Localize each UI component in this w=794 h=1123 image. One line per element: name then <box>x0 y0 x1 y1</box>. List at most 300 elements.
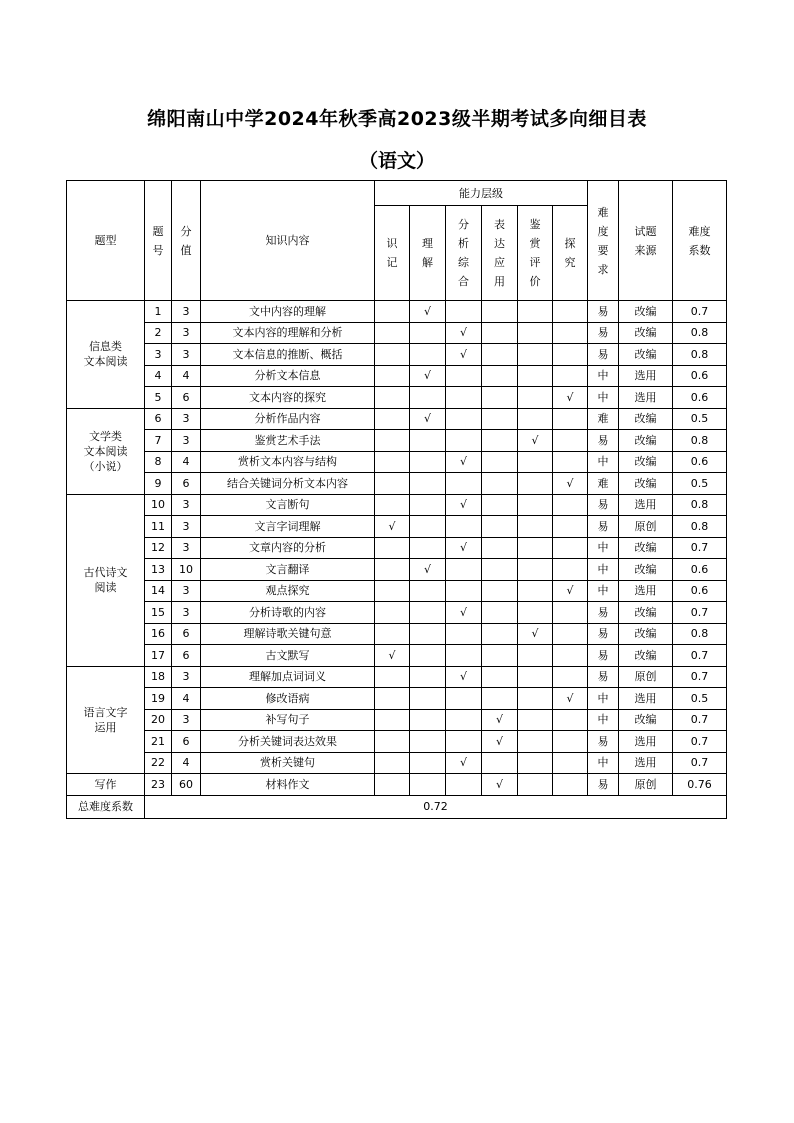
knowledge-content: 理解诗歌关键句意 <box>201 623 375 645</box>
ability-cell <box>375 537 410 559</box>
ability-cell <box>410 537 446 559</box>
ability-cell <box>446 322 482 344</box>
table-row <box>67 494 727 516</box>
ability-cell <box>446 645 482 667</box>
ability-cell <box>518 408 553 430</box>
ability-cell <box>518 709 553 731</box>
question-source: 改编 <box>619 451 673 473</box>
question-number: 16 <box>145 623 172 645</box>
question-source: 选用 <box>619 731 673 753</box>
difficulty-coefficient: 0.8 <box>673 322 727 344</box>
question-number: 22 <box>145 752 172 774</box>
ability-cell <box>410 473 446 495</box>
check-mark: √ <box>388 648 396 662</box>
knowledge-content: 文言断句 <box>201 494 375 516</box>
ability-cell <box>375 623 410 645</box>
table-row <box>67 516 727 538</box>
question-score: 3 <box>172 709 201 731</box>
check-mark: √ <box>459 455 467 469</box>
difficulty-requirement: 中 <box>588 559 619 581</box>
ability-cell <box>410 365 446 387</box>
header-ability-group: 能力层级 <box>375 181 588 206</box>
section-label: 文学类 文本阅读 （小说） <box>67 408 145 494</box>
ability-cell <box>482 365 518 387</box>
difficulty-coefficient: 0.6 <box>673 365 727 387</box>
ability-cell <box>446 752 482 774</box>
ability-cell <box>553 580 588 602</box>
question-source: 改编 <box>619 322 673 344</box>
table-row <box>67 537 727 559</box>
ability-cell <box>375 580 410 602</box>
ability-cell <box>553 731 588 753</box>
header-ability-analyze: 分 析 综 合 <box>446 206 482 301</box>
section-label: 语言文字 运用 <box>67 666 145 774</box>
difficulty-coefficient: 0.8 <box>673 623 727 645</box>
ability-cell <box>482 645 518 667</box>
question-number: 6 <box>145 408 172 430</box>
question-number: 19 <box>145 688 172 710</box>
ability-cell <box>482 580 518 602</box>
ability-cell <box>410 430 446 452</box>
difficulty-requirement: 难 <box>588 473 619 495</box>
difficulty-requirement: 易 <box>588 774 619 796</box>
ability-cell <box>446 301 482 323</box>
check-mark: √ <box>459 498 467 512</box>
header-type: 题型 <box>67 181 145 301</box>
knowledge-content: 文章内容的分析 <box>201 537 375 559</box>
ability-cell <box>553 430 588 452</box>
ability-cell <box>375 645 410 667</box>
specification-table <box>66 180 727 819</box>
ability-cell <box>553 623 588 645</box>
ability-cell <box>518 473 553 495</box>
difficulty-requirement: 易 <box>588 430 619 452</box>
ability-cell <box>482 430 518 452</box>
knowledge-content: 观点探究 <box>201 580 375 602</box>
knowledge-content: 文本信息的推断、概括 <box>201 344 375 366</box>
header-score: 分 值 <box>172 181 201 301</box>
ability-cell <box>553 752 588 774</box>
knowledge-content: 文言字词理解 <box>201 516 375 538</box>
difficulty-requirement: 易 <box>588 623 619 645</box>
knowledge-content: 材料作文 <box>201 774 375 796</box>
ability-cell <box>518 731 553 753</box>
knowledge-content: 结合关键词分析文本内容 <box>201 473 375 495</box>
ability-cell <box>375 516 410 538</box>
question-number: 3 <box>145 344 172 366</box>
question-source: 选用 <box>619 752 673 774</box>
ability-cell <box>553 387 588 409</box>
ability-cell <box>482 301 518 323</box>
knowledge-content: 文言翻译 <box>201 559 375 581</box>
ability-cell <box>482 473 518 495</box>
ability-cell <box>446 602 482 624</box>
check-mark: √ <box>423 562 431 576</box>
ability-cell <box>553 516 588 538</box>
ability-cell <box>446 559 482 581</box>
question-source: 改编 <box>619 537 673 559</box>
ability-cell <box>375 365 410 387</box>
question-score: 3 <box>172 494 201 516</box>
question-score: 4 <box>172 451 201 473</box>
section-label: 写作 <box>67 774 145 796</box>
check-mark: √ <box>388 519 396 533</box>
ability-cell <box>375 494 410 516</box>
ability-cell <box>518 451 553 473</box>
ability-cell <box>518 537 553 559</box>
difficulty-coefficient: 0.8 <box>673 430 727 452</box>
ability-cell <box>518 344 553 366</box>
check-mark: √ <box>495 713 503 727</box>
ability-cell <box>375 322 410 344</box>
table-row <box>67 666 727 688</box>
ability-cell <box>518 752 553 774</box>
check-mark: √ <box>495 734 503 748</box>
ability-cell <box>410 623 446 645</box>
header-coefficient: 难度 系数 <box>673 181 727 301</box>
ability-cell <box>553 408 588 430</box>
knowledge-content: 鉴赏艺术手法 <box>201 430 375 452</box>
question-score: 3 <box>172 322 201 344</box>
ability-cell <box>410 322 446 344</box>
table-row <box>67 301 727 323</box>
table-row <box>67 688 727 710</box>
ability-cell <box>410 688 446 710</box>
table-row <box>67 344 727 366</box>
ability-cell <box>410 731 446 753</box>
check-mark: √ <box>566 390 574 404</box>
ability-cell <box>446 666 482 688</box>
difficulty-requirement: 易 <box>588 602 619 624</box>
question-number: 12 <box>145 537 172 559</box>
question-score: 3 <box>172 301 201 323</box>
table-row <box>67 387 727 409</box>
ability-cell <box>410 387 446 409</box>
ability-cell <box>482 774 518 796</box>
difficulty-requirement: 中 <box>588 451 619 473</box>
ability-cell <box>553 365 588 387</box>
check-mark: √ <box>531 627 539 641</box>
check-mark: √ <box>459 347 467 361</box>
knowledge-content: 分析关键词表达效果 <box>201 731 375 753</box>
ability-cell <box>553 301 588 323</box>
ability-cell <box>553 537 588 559</box>
question-number: 21 <box>145 731 172 753</box>
difficulty-coefficient: 0.7 <box>673 537 727 559</box>
question-source: 改编 <box>619 408 673 430</box>
check-mark: √ <box>495 777 503 791</box>
question-source: 改编 <box>619 559 673 581</box>
question-number: 10 <box>145 494 172 516</box>
question-score: 4 <box>172 752 201 774</box>
header-ability-recall: 识 记 <box>375 206 410 301</box>
difficulty-requirement: 中 <box>588 709 619 731</box>
question-score: 6 <box>172 387 201 409</box>
difficulty-coefficient: 0.6 <box>673 580 727 602</box>
ability-cell <box>518 559 553 581</box>
knowledge-content: 分析作品内容 <box>201 408 375 430</box>
question-number: 23 <box>145 774 172 796</box>
question-number: 8 <box>145 451 172 473</box>
difficulty-coefficient: 0.8 <box>673 344 727 366</box>
question-number: 5 <box>145 387 172 409</box>
ability-cell <box>375 473 410 495</box>
difficulty-coefficient: 0.8 <box>673 516 727 538</box>
difficulty-requirement: 易 <box>588 731 619 753</box>
ability-cell <box>518 645 553 667</box>
table-row <box>67 709 727 731</box>
ability-cell <box>518 322 553 344</box>
question-score: 6 <box>172 473 201 495</box>
question-score: 10 <box>172 559 201 581</box>
ability-cell <box>518 623 553 645</box>
ability-cell <box>375 752 410 774</box>
check-mark: √ <box>566 476 574 490</box>
ability-cell <box>410 559 446 581</box>
question-source: 选用 <box>619 688 673 710</box>
ability-cell <box>446 365 482 387</box>
difficulty-coefficient: 0.7 <box>673 752 727 774</box>
difficulty-requirement: 中 <box>588 688 619 710</box>
check-mark: √ <box>423 369 431 383</box>
header-source: 试题 来源 <box>619 181 673 301</box>
check-mark: √ <box>459 541 467 555</box>
ability-cell <box>518 688 553 710</box>
check-mark: √ <box>566 691 574 705</box>
ability-cell <box>410 774 446 796</box>
check-mark: √ <box>566 584 574 598</box>
ability-cell <box>446 451 482 473</box>
ability-cell <box>518 602 553 624</box>
question-source: 改编 <box>619 645 673 667</box>
check-mark: √ <box>459 756 467 770</box>
ability-cell <box>553 473 588 495</box>
difficulty-coefficient: 0.5 <box>673 473 727 495</box>
ability-cell <box>518 365 553 387</box>
difficulty-requirement: 中 <box>588 387 619 409</box>
question-score: 3 <box>172 666 201 688</box>
knowledge-content: 赏析关键句 <box>201 752 375 774</box>
check-mark: √ <box>531 433 539 447</box>
question-source: 改编 <box>619 709 673 731</box>
ability-cell <box>518 580 553 602</box>
table-row <box>67 451 727 473</box>
ability-cell <box>482 344 518 366</box>
difficulty-requirement: 易 <box>588 516 619 538</box>
ability-cell <box>410 645 446 667</box>
ability-cell <box>553 688 588 710</box>
ability-cell <box>410 752 446 774</box>
ability-cell <box>410 580 446 602</box>
table-row <box>67 559 727 581</box>
ability-cell <box>482 387 518 409</box>
table-row <box>67 752 727 774</box>
ability-cell <box>553 322 588 344</box>
ability-cell <box>518 301 553 323</box>
section-label: 古代诗文 阅读 <box>67 494 145 666</box>
question-number: 18 <box>145 666 172 688</box>
difficulty-coefficient: 0.6 <box>673 387 727 409</box>
question-source: 改编 <box>619 430 673 452</box>
difficulty-coefficient: 0.5 <box>673 408 727 430</box>
table-row <box>67 774 727 796</box>
table-row <box>67 473 727 495</box>
question-source: 改编 <box>619 301 673 323</box>
ability-cell <box>375 602 410 624</box>
difficulty-requirement: 中 <box>588 537 619 559</box>
table-row <box>67 731 727 753</box>
knowledge-content: 分析文本信息 <box>201 365 375 387</box>
ability-cell <box>446 731 482 753</box>
knowledge-content: 古文默写 <box>201 645 375 667</box>
ability-cell <box>410 516 446 538</box>
check-mark: √ <box>459 605 467 619</box>
ability-cell <box>482 752 518 774</box>
ability-cell <box>375 408 410 430</box>
ability-cell <box>410 709 446 731</box>
difficulty-requirement: 易 <box>588 344 619 366</box>
difficulty-coefficient: 0.7 <box>673 602 727 624</box>
summary-label: 总难度系数 <box>67 795 145 818</box>
difficulty-coefficient: 0.5 <box>673 688 727 710</box>
question-number: 9 <box>145 473 172 495</box>
question-number: 1 <box>145 301 172 323</box>
ability-cell <box>553 451 588 473</box>
ability-cell <box>446 344 482 366</box>
ability-cell <box>446 688 482 710</box>
ability-cell <box>446 473 482 495</box>
ability-cell <box>375 688 410 710</box>
summary-row <box>67 795 727 818</box>
header-ability-explore: 探 究 <box>553 206 588 301</box>
ability-cell <box>482 451 518 473</box>
ability-cell <box>410 666 446 688</box>
question-score: 6 <box>172 623 201 645</box>
question-score: 4 <box>172 688 201 710</box>
difficulty-coefficient: 0.6 <box>673 559 727 581</box>
ability-cell <box>482 559 518 581</box>
question-number: 2 <box>145 322 172 344</box>
knowledge-content: 文中内容的理解 <box>201 301 375 323</box>
summary-value: 0.72 <box>145 795 727 818</box>
question-source: 选用 <box>619 494 673 516</box>
ability-cell <box>446 623 482 645</box>
ability-cell <box>518 516 553 538</box>
question-score: 3 <box>172 516 201 538</box>
question-number: 20 <box>145 709 172 731</box>
ability-cell <box>410 344 446 366</box>
ability-cell <box>553 602 588 624</box>
difficulty-coefficient: 0.7 <box>673 709 727 731</box>
header-ability-understand: 理 解 <box>410 206 446 301</box>
header-ability-express: 表 达 应 用 <box>482 206 518 301</box>
knowledge-content: 赏析文本内容与结构 <box>201 451 375 473</box>
knowledge-content: 分析诗歌的内容 <box>201 602 375 624</box>
knowledge-content: 文本内容的理解和分析 <box>201 322 375 344</box>
ability-cell <box>446 580 482 602</box>
question-source: 改编 <box>619 473 673 495</box>
ability-cell <box>482 623 518 645</box>
ability-cell <box>375 344 410 366</box>
difficulty-coefficient: 0.7 <box>673 301 727 323</box>
ability-cell <box>410 494 446 516</box>
ability-cell <box>553 344 588 366</box>
question-number: 15 <box>145 602 172 624</box>
difficulty-requirement: 中 <box>588 752 619 774</box>
question-number: 14 <box>145 580 172 602</box>
table-row <box>67 365 727 387</box>
difficulty-coefficient: 0.76 <box>673 774 727 796</box>
ability-cell <box>518 774 553 796</box>
ability-cell <box>446 774 482 796</box>
difficulty-coefficient: 0.7 <box>673 666 727 688</box>
ability-cell <box>482 688 518 710</box>
ability-cell <box>518 430 553 452</box>
question-source: 选用 <box>619 365 673 387</box>
ability-cell <box>553 494 588 516</box>
question-score: 3 <box>172 580 201 602</box>
table-row <box>67 623 727 645</box>
question-source: 原创 <box>619 666 673 688</box>
ability-cell <box>375 301 410 323</box>
difficulty-coefficient: 0.8 <box>673 494 727 516</box>
check-mark: √ <box>423 412 431 426</box>
ability-cell <box>375 666 410 688</box>
ability-cell <box>446 387 482 409</box>
knowledge-content: 修改语病 <box>201 688 375 710</box>
difficulty-coefficient: 0.7 <box>673 645 727 667</box>
ability-cell <box>375 451 410 473</box>
ability-cell <box>518 666 553 688</box>
check-mark: √ <box>423 304 431 318</box>
section-label: 信息类 文本阅读 <box>67 301 145 409</box>
question-source: 选用 <box>619 580 673 602</box>
table-row <box>67 645 727 667</box>
question-source: 选用 <box>619 387 673 409</box>
difficulty-requirement: 中 <box>588 365 619 387</box>
ability-cell <box>446 408 482 430</box>
question-score: 3 <box>172 537 201 559</box>
check-mark: √ <box>459 326 467 340</box>
header-ability-appreciate: 鉴 赏 评 价 <box>518 206 553 301</box>
ability-cell <box>482 709 518 731</box>
difficulty-coefficient: 0.6 <box>673 451 727 473</box>
ability-cell <box>553 645 588 667</box>
question-source: 改编 <box>619 344 673 366</box>
ability-cell <box>482 602 518 624</box>
question-score: 6 <box>172 731 201 753</box>
question-number: 4 <box>145 365 172 387</box>
knowledge-content: 理解加点词词义 <box>201 666 375 688</box>
ability-cell <box>410 301 446 323</box>
ability-cell <box>482 537 518 559</box>
ability-cell <box>375 731 410 753</box>
ability-cell <box>375 387 410 409</box>
question-score: 3 <box>172 430 201 452</box>
table-row <box>67 408 727 430</box>
table-row <box>67 580 727 602</box>
ability-cell <box>553 709 588 731</box>
table-row <box>67 602 727 624</box>
ability-cell <box>375 559 410 581</box>
difficulty-requirement: 易 <box>588 301 619 323</box>
ability-cell <box>410 451 446 473</box>
check-mark: √ <box>459 670 467 684</box>
ability-cell <box>446 537 482 559</box>
ability-cell <box>553 666 588 688</box>
ability-cell <box>482 731 518 753</box>
ability-cell <box>482 408 518 430</box>
